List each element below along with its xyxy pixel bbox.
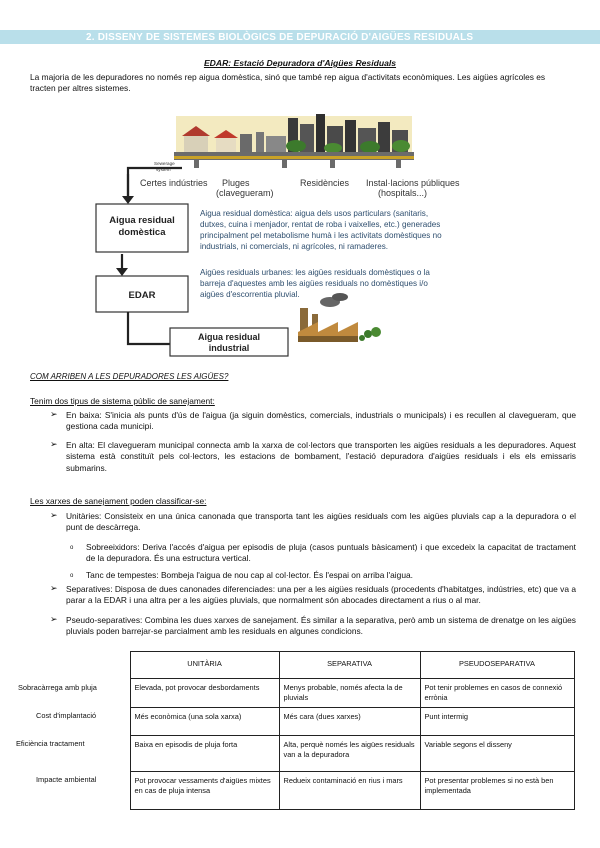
city-illustration (174, 114, 414, 168)
edar-diagram (109, 112, 490, 358)
row-header: Sobracàrrega amb pluja (18, 682, 97, 692)
table-row (14, 771, 574, 809)
table-row (14, 735, 574, 771)
arrow-bullet-icon: ➢ (50, 439, 58, 449)
svg-text:system: system (156, 167, 171, 172)
bullet-separatives: Separatives: Disposa de dues canonades diferenciades: una per a les aigües residuals (procedents d'habitatges, indústries, etc) que va a parar a la EDAR i una altra per a les aigües pluvials, que normalment són abocades directament a rius o al mar. (66, 584, 576, 606)
table-cell: Variable segons el disseny (420, 735, 574, 771)
edar-box-label: EDAR (128, 290, 156, 301)
arrow-head-icon (116, 268, 128, 276)
circle-bullet-icon: o (70, 545, 74, 551)
table-cell: Menys probable, només afecta la de pluvials (279, 679, 420, 708)
domestic-description: Aigua residual domèstica: aigua dels usos particulars (sanitaris, (200, 209, 429, 218)
bullet-unitaries: Unitàries: Consisteix en una única canonada que transporta tant les aigües residuals com les aigües pluvials cap a la depuradora o el punt de descàrrega. (66, 511, 576, 533)
table-cell: Baixa en episodis de pluja forta (130, 735, 279, 771)
table-row (14, 707, 574, 735)
section-heading: COM ARRIBEN A LES DEPURADORES LES AIGÜES? (30, 372, 229, 381)
bullet-en-baixa: En baixa: S'inicia als punts d'ús de l'aigua (ja siguin domèstics, comercials, industrials o municipals) i es recullen al clavegueram, que gestiona cada municipi. (66, 410, 576, 432)
sub-bullet-tanc: Tanc de tempestes: Bombeja l'aigua de nou cap al col·lector. És l'espai on arriba l'aigua. (86, 570, 413, 580)
sub-bullet-sobreeixidors: Sobreeixidors: Deriva l'accés d'aigua per episodis de pluja (casos puntuals bàsicament) i que excedeix la capacitat de tractament de la depuradora. És una estructura vertical. (86, 542, 576, 564)
svg-text:dutxes, cuina i menjador, rent: dutxes, cuina i menjador, rentat de roba i vaixelles, etc.) generades (200, 220, 441, 229)
domestic-box-label: Aigua residual (109, 215, 175, 226)
table-cell: Més econòmica (una sola xarxa) (130, 707, 279, 735)
bullet-en-alta: En alta: El clavegueram municipal connecta amb la xarxa de col·lectors que transporten les aigües residuals a les depuradores. Aquest sistema està constituït pels col·lectors, les estacions de bombament, l'estació depuradora d'aigües residuals i els els emissaris submarins. (66, 440, 576, 473)
bullet-pseudo: Pseudo-separatives: Combina les dues xarxes de sanejament. És similar a la separativa, però amb un sistema de drenatge on les aigües pluvials poden barrejar-se parcialment amb les residuals en algunes condicions. (66, 615, 576, 637)
table-cell: Redueix contaminació en rius i mars (279, 771, 420, 809)
svg-text:principalment pel metabolisme: principalment pel metabolisme humà i les activitats domèstiques no (200, 231, 442, 240)
arrow-bullet-icon: ➢ (50, 614, 58, 624)
table-cell: Pot presentar problemes si no està ben implementada (420, 771, 574, 809)
source-label: (clavegueram) (216, 188, 274, 198)
source-label: Instal·lacions públiques (366, 178, 460, 188)
table-cell: Elevada, pot provocar desbordaments (130, 679, 279, 708)
domestic-box-label: domèstica (118, 227, 166, 238)
intro-paragraph: La majoria de les depuradores no només rep aigua domèstica, sinó que també rep aigua d'activitats econòmiques. Les aigües agrícoles es tracten per altres sistemes. (30, 72, 546, 94)
row-header: Eficiència tractament (16, 739, 85, 749)
row-header: Impacte ambiental (36, 775, 97, 785)
source-label: (hospitals...) (378, 188, 428, 198)
comparison-table (14, 651, 575, 810)
table-cell: Pot provocar vessaments d'aigües mixtes en cas de pluja intensa (130, 771, 279, 809)
section-intro: Les xarxes de sanejament poden classificar-se: (30, 496, 207, 506)
source-label: Residències (300, 178, 350, 188)
table-row (14, 679, 574, 708)
column-header: UNITÀRIA (130, 652, 279, 679)
industrial-box-label: Aigua residual (197, 332, 261, 342)
row-header: Cost d'implantació (36, 711, 97, 721)
arrow-head-icon (122, 196, 134, 204)
urban-description: Aigües residuals urbanes: les aigües residuals domèstiques o la (200, 268, 430, 277)
arrow-bullet-icon: ➢ (50, 583, 58, 593)
section-banner (0, 30, 600, 44)
industrial-box-label: industrial (208, 343, 250, 353)
factory-illustration (298, 293, 381, 342)
arrow-bullet-icon: ➢ (50, 409, 58, 419)
source-label: Pluges (222, 178, 250, 188)
source-label: Certes indústries (140, 178, 208, 188)
table-cell: Punt intermig (420, 707, 574, 735)
svg-text:industrials, ni comercials, ni: industrials, ni comercials, ni agrícoles, ni ramaderes. (200, 242, 389, 251)
section-title: 2. DISSENY DE SISTEMES BIOLÒGICS DE DEPURACIÓ D'AIGÜES RESIDUALS (86, 32, 474, 43)
column-header: PSEUDOSEPARATIVA (420, 652, 574, 679)
table-cell: Alta, perquè només les aigües residuals van a la depuradora (279, 735, 420, 771)
section-intro: Tenim dos tipus de sistema públic de sanejament: (30, 396, 215, 406)
arrow-bullet-icon: ➢ (50, 510, 58, 520)
table-cell: Pot tenir problemes en casos de connexió errònia (420, 679, 574, 708)
svg-text:aigües d'escorrentia pluvial.: aigües d'escorrentia pluvial. (200, 290, 300, 299)
column-header: SEPARATIVA (279, 652, 420, 679)
subtitle: EDAR: Estació Depuradora d'Aigües Residuals (203, 58, 397, 68)
circle-bullet-icon: o (70, 573, 74, 579)
table-cell: Més cara (dues xarxes) (279, 707, 420, 735)
sewerage-label: Sewerage (154, 161, 175, 166)
svg-text:barreja d'aquestes amb les aig: barreja d'aquestes amb les aigües residuals no domèstiques i/o (200, 279, 428, 288)
